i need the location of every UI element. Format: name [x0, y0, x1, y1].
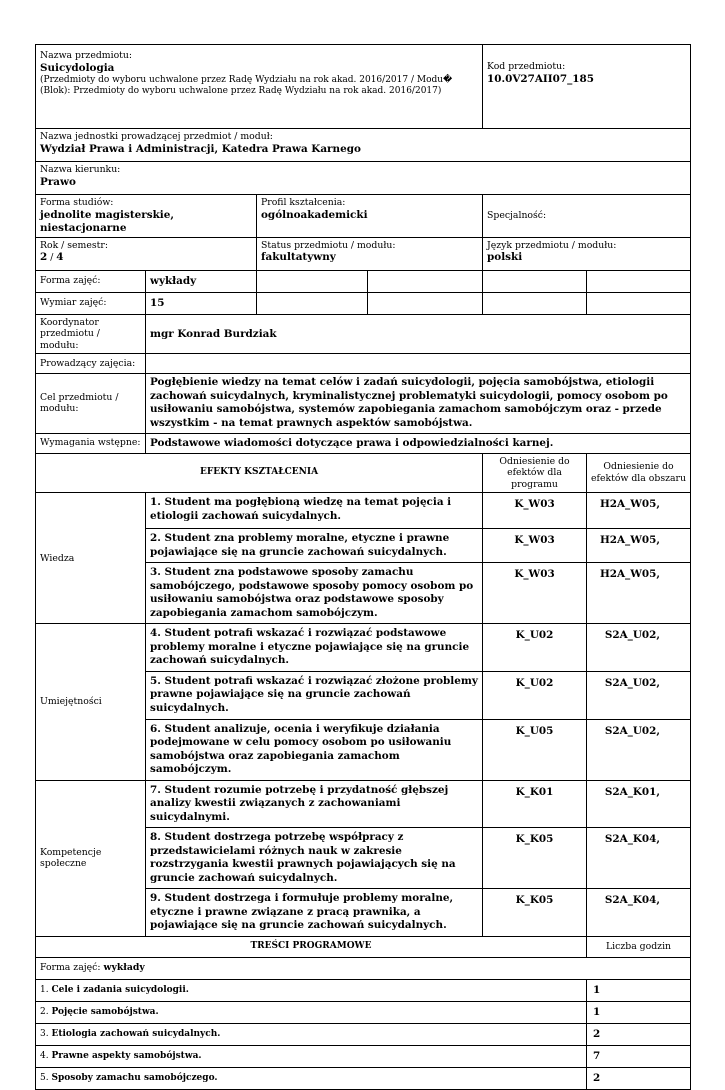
topic-hours: 1	[587, 1001, 691, 1023]
language-label: Język przedmiotu / modułu:	[487, 239, 617, 251]
study-form-value: jednolite magisterskie, niestacjonarne	[40, 208, 174, 234]
effect-area-ref: S2A_U02,	[587, 671, 691, 719]
effect-text: 4. Student potrafi wskazać i rozwiązać podstawowe problemy moralne i etyczne pojawiające się na gruncie zachowań suicydalnych.	[146, 624, 483, 672]
prereq-value: Podstawowe wiadomości dotyczące prawa i odpowiedzialności karnej.	[146, 433, 691, 453]
profile-value: ogólnoakademicki	[261, 208, 368, 221]
effect-program-ref: K_U02	[483, 624, 587, 672]
effects-title: EFEKTY KSZTAŁCENIA	[36, 453, 483, 493]
empty-cell	[257, 270, 368, 292]
code-label: Kod przedmiotu:	[487, 61, 566, 72]
instructor-value	[146, 354, 691, 374]
goal-label: Cel przedmiotu / modułu:	[36, 374, 146, 433]
effect-text: 8. Student dostrzega potrzebę współpracy z przedstawicielami różnych nauk w zakresie rozstrzygania kwestii prawnych pojawiających się na gruncie zachowań suicydalnych.	[146, 828, 483, 889]
effect-row	[36, 493, 691, 529]
year-cell	[36, 237, 257, 270]
effect-area-ref: S2A_K04,	[587, 889, 691, 937]
content-header-row	[36, 936, 691, 957]
topic-cell	[36, 1023, 587, 1045]
topic-row	[36, 1045, 691, 1067]
goal-row	[36, 374, 691, 433]
field-label: Nazwa kierunku:	[40, 164, 121, 175]
empty-cell	[587, 292, 691, 314]
empty-cell	[368, 270, 483, 292]
effect-program-ref: K_U02	[483, 671, 587, 719]
topic-cell	[36, 1045, 587, 1067]
effect-program-ref: K_W03	[483, 529, 587, 563]
effect-area-ref: S2A_K01,	[587, 780, 691, 828]
field-value: Prawo	[40, 175, 76, 188]
effects-header-row	[36, 453, 691, 493]
subject-label: Nazwa przedmiotu:	[40, 50, 133, 61]
hours-label: Wymiar zajęć:	[36, 292, 146, 314]
study-form-cell	[36, 195, 257, 238]
year-separator: /	[47, 252, 57, 264]
subject-note: (Przedmioty do wyboru uchwalone przez Radę Wydziału na rok akad. 2016/2017 / Modu� (Blok): Przedmioty do wyboru uchwalone przez Radę Wydziału na rok akad. 2016/2017)	[40, 74, 453, 96]
effect-program-ref: K_U05	[483, 719, 587, 780]
subject-cell	[36, 45, 483, 129]
effect-text: 7. Student rozumie potrzebę i przydatność głębszej analizy kwestii związanych z zachowaniami suicydalnymi.	[146, 780, 483, 828]
subject-name: Suicydologia	[40, 61, 115, 74]
topic-title: Cele i zadania suicydologii.	[51, 984, 189, 995]
effect-area-ref: H2A_W05,	[587, 529, 691, 563]
prereq-label: Wymagania wstępne:	[36, 433, 146, 453]
class-form-value: wykłady	[146, 270, 257, 292]
specialty-cell	[483, 195, 691, 238]
effect-category: Umiejętności	[36, 624, 146, 780]
area-column-header: Odniesienie do efektów dla obszaru	[587, 453, 691, 493]
prereq-row	[36, 433, 691, 453]
effect-category: Kompetencje społeczne	[36, 780, 146, 936]
class-form-label: Forma zajęć:	[36, 270, 146, 292]
effect-category: Wiedza	[36, 493, 146, 624]
effect-text: 9. Student dostrzega i formułuje problemy moralne, etyczne i prawne związane z pracą prawnika, a pojawiające się na gruncie zachowań suicydalnych.	[146, 889, 483, 937]
topic-row	[36, 1067, 691, 1089]
effect-program-ref: K_W03	[483, 493, 587, 529]
empty-cell	[587, 270, 691, 292]
coordinator-value: mgr Konrad Burdziak	[146, 314, 691, 354]
effect-area-ref: S2A_U02,	[587, 624, 691, 672]
specialty-label: Specjalność:	[487, 210, 547, 222]
content-form-cell	[36, 957, 691, 979]
program-column-header: Odniesienie do efektów dla programu	[483, 453, 587, 493]
topic-title: Etiologia zachowań suicydalnych.	[51, 1028, 221, 1039]
instructor-label: Prowadzący zajęcia:	[36, 354, 146, 374]
empty-cell	[257, 292, 368, 314]
effect-row	[36, 780, 691, 828]
study-row	[36, 195, 691, 238]
topic-hours: 2	[587, 1067, 691, 1089]
profile-cell	[257, 195, 483, 238]
year-row	[36, 237, 691, 270]
effect-text: 3. Student zna podstawowe sposoby zamachu samobójczego, podstawowe sposoby pomocy osobom po usiłowaniu samobójstwa oraz podstawowe sposoby zapobiegania zamachom samobójczym.	[146, 563, 483, 624]
status-label: Status przedmiotu / modułu:	[261, 239, 396, 251]
year-value: 2	[40, 251, 48, 264]
topic-hours: 1	[587, 979, 691, 1001]
effect-program-ref: K_K05	[483, 828, 587, 889]
effect-area-ref: S2A_U02,	[587, 719, 691, 780]
year-label: Rok / semestr:	[40, 239, 108, 251]
topic-number: 5.	[40, 1072, 49, 1083]
effect-text: 2. Student zna problemy moralne, etyczne i prawne pojawiające się na gruncie zachowań suicydalnych.	[146, 529, 483, 563]
syllabus-sheet	[35, 44, 690, 1090]
effect-text: 5. Student potrafi wskazać i rozwiązać złożone problemy prawne pojawiające się na gruncie zachowań suicydalnych.	[146, 671, 483, 719]
unit-cell	[36, 129, 691, 162]
topic-row	[36, 1001, 691, 1023]
effect-area-ref: H2A_W05,	[587, 563, 691, 624]
unit-row	[36, 129, 691, 162]
language-value: polski	[487, 251, 523, 264]
field-cell	[36, 162, 691, 195]
topic-title: Sposoby zamachu samobójczego.	[51, 1072, 218, 1083]
content-form-value: wykłady	[103, 962, 145, 974]
hours-value: 15	[146, 292, 257, 314]
effect-program-ref: K_W03	[483, 563, 587, 624]
topic-row	[36, 979, 691, 1001]
study-form-label: Forma studiów:	[40, 197, 114, 208]
topic-cell	[36, 1001, 587, 1023]
hours-column-header: Liczba godzin	[587, 936, 691, 957]
effect-row	[36, 624, 691, 672]
content-title: TREŚCI PROGRAMOWE	[36, 936, 587, 957]
topic-title: Prawne aspekty samobójstwa.	[51, 1050, 202, 1061]
unit-label: Nazwa jednostki prowadzącej przedmiot / moduł:	[40, 131, 273, 142]
effect-text: 6. Student analizuje, ocenia i weryfikuje działania podejmowane w celu pomocy osobom po usiłowaniu samobójstwa oraz zapobiegania zamachom samobójczym.	[146, 719, 483, 780]
topic-number: 2.	[40, 1006, 49, 1017]
hours-row	[36, 292, 691, 314]
instructor-row	[36, 354, 691, 374]
goal-value: Pogłębienie wiedzy na temat celów i zadań suicydologii, pojęcia samobójstwa, etiologii zachowań suicydalnych, kryminalistycznej problematyki suicydologii, pomocy osobom po usiłowaniu samobójstwa, systemów zapobiegania zamachom samobójczym oraz - przede wszystkim - na temat prawnych aspektów samobójstwa.	[146, 374, 691, 433]
topic-number: 3.	[40, 1028, 49, 1039]
topic-number: 1.	[40, 984, 49, 995]
effect-text: 1. Student ma pogłębioną wiedzę na temat pojęcia i etiologii zachowań suicydalnych.	[146, 493, 483, 529]
effect-area-ref: H2A_W05,	[587, 493, 691, 529]
topic-row	[36, 1023, 691, 1045]
topic-hours: 7	[587, 1045, 691, 1067]
topic-cell	[36, 979, 587, 1001]
subject-row	[36, 45, 691, 129]
class-form-row	[36, 270, 691, 292]
semester-value: 4	[56, 251, 64, 264]
status-value: fakultatywny	[261, 251, 336, 264]
status-cell	[257, 237, 483, 270]
field-row	[36, 162, 691, 195]
profile-label: Profil kształcenia:	[261, 197, 346, 208]
topic-title: Pojęcie samobójstwa.	[51, 1006, 159, 1017]
content-form-row	[36, 957, 691, 979]
empty-cell	[368, 292, 483, 314]
code-cell	[483, 45, 691, 129]
coordinator-label: Koordynator przedmiotu / modułu:	[36, 314, 146, 354]
language-cell	[483, 237, 691, 270]
topic-cell	[36, 1067, 587, 1089]
empty-cell	[483, 270, 587, 292]
effect-area-ref: S2A_K04,	[587, 828, 691, 889]
empty-cell	[483, 292, 587, 314]
code-value: 10.0V27AII07_185	[487, 72, 594, 85]
topic-number: 4.	[40, 1050, 49, 1061]
content-form-label: Forma zajęć:	[40, 962, 101, 974]
syllabus-table	[35, 44, 691, 1090]
unit-value: Wydział Prawa i Administracji, Katedra Prawa Karnego	[40, 142, 361, 155]
effect-program-ref: K_K05	[483, 889, 587, 937]
effect-program-ref: K_K01	[483, 780, 587, 828]
coordinator-row	[36, 314, 691, 354]
topic-hours: 2	[587, 1023, 691, 1045]
